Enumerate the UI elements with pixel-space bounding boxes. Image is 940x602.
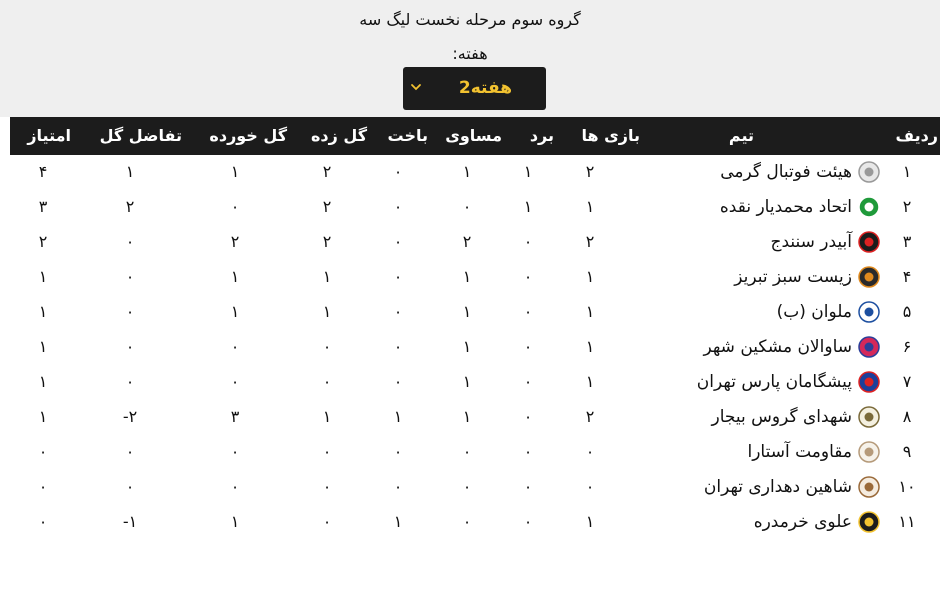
table-row[interactable]	[10, 400, 940, 435]
cell-lost: ۰	[393, 267, 403, 286]
team-name: آبیدر سنندج	[770, 232, 852, 252]
cell-won: ۰	[523, 407, 533, 426]
team-name: پیشگامان پارس تهران	[696, 372, 852, 392]
table-row[interactable]	[10, 505, 940, 540]
cell-gf: ۰	[322, 477, 332, 496]
cell-ga: ۰	[230, 337, 240, 356]
cell-rank: ۱۱	[898, 512, 916, 531]
cell-gd: ۲-	[122, 407, 138, 426]
cell-rank: ۹	[902, 442, 912, 461]
team-name: هیئت فوتبال گرمی	[720, 162, 852, 182]
table-row[interactable]	[10, 330, 940, 365]
cell-gd: ۰	[125, 372, 135, 391]
cell-played: ۲	[585, 232, 595, 251]
team-name: شهدای گروس بیجار	[711, 407, 852, 427]
cell-gf: ۰	[322, 442, 332, 461]
cell-played: ۲	[585, 162, 595, 181]
cell-ga: ۰	[230, 477, 240, 496]
cell-rank: ۳	[902, 232, 912, 251]
cell-gf: ۱	[322, 267, 332, 286]
cell-drawn: ۰	[462, 477, 472, 496]
table-body	[10, 155, 940, 540]
cell-ga: ۱	[230, 162, 240, 181]
cell-won: ۰	[523, 512, 533, 531]
cell-played: ۱	[585, 372, 595, 391]
cell-gd: ۰	[125, 267, 135, 286]
cell-pts: ۰	[38, 512, 48, 531]
cell-gd: ۱	[125, 162, 135, 181]
cell-won: ۰	[523, 477, 533, 496]
team-cell[interactable]	[777, 301, 880, 323]
standings-table	[10, 117, 940, 540]
team-cell[interactable]	[720, 161, 880, 183]
team-name: زیست سبز تبریز	[734, 267, 852, 287]
col-played-header: بازی ها	[581, 126, 640, 145]
cell-lost: ۱	[393, 512, 403, 531]
cell-gf: ۲	[322, 197, 332, 216]
team-name: اتحاد محمدیار نقده	[719, 197, 852, 217]
cell-gf: ۰	[322, 512, 332, 531]
cell-pts: ۱	[38, 302, 48, 321]
cell-pts: ۳	[38, 197, 48, 216]
cell-ga: ۱	[230, 302, 240, 321]
cell-played: ۰	[585, 442, 595, 461]
shield-icon	[858, 161, 880, 183]
page-header	[0, 0, 940, 117]
cell-drawn: ۱	[462, 162, 472, 181]
cell-drawn: ۱	[462, 372, 472, 391]
cell-gf: ۱	[322, 407, 332, 426]
cell-ga: ۱	[230, 512, 240, 531]
cell-rank: ۶	[902, 337, 912, 356]
cell-won: ۰	[523, 337, 533, 356]
cell-ga: ۰	[230, 442, 240, 461]
anchor-crest-icon	[858, 301, 880, 323]
cell-drawn: ۱	[462, 407, 472, 426]
team-name: ساوالان مشکین شهر	[703, 337, 852, 357]
table-row[interactable]	[10, 225, 940, 260]
cell-lost: ۰	[393, 442, 403, 461]
cell-rank: ۴	[902, 267, 912, 286]
table-row[interactable]	[10, 435, 940, 470]
cell-drawn: ۰	[462, 512, 472, 531]
eagle-emblem-icon	[858, 476, 880, 498]
table-row[interactable]	[10, 470, 940, 505]
table-row[interactable]	[10, 365, 940, 400]
cell-rank: ۱۰	[898, 477, 916, 496]
cell-gd: ۰	[125, 442, 135, 461]
team-name: علوی خرمدره	[753, 512, 852, 532]
cell-lost: ۰	[393, 372, 403, 391]
red-blue-shield-icon	[858, 371, 880, 393]
cell-gf: ۱	[322, 302, 332, 321]
tiger-crest-icon	[858, 266, 880, 288]
cell-won: ۰	[523, 442, 533, 461]
cell-lost: ۰	[393, 162, 403, 181]
cell-gd: ۰	[125, 232, 135, 251]
cell-ga: ۰	[230, 372, 240, 391]
col-ga-header: گل خورده	[209, 126, 287, 145]
team-cell[interactable]	[734, 266, 880, 288]
cell-won: ۰	[523, 372, 533, 391]
col-lost-header: باخت	[387, 126, 428, 145]
pale-emblem-icon	[858, 441, 880, 463]
week-select-value: هفته2	[458, 78, 512, 98]
page-title: گروه سوم مرحله نخست لیگ سه	[359, 10, 581, 29]
cell-lost: ۰	[393, 197, 403, 216]
cell-played: ۱	[585, 302, 595, 321]
cell-lost: ۰	[393, 232, 403, 251]
cell-drawn: ۰	[462, 197, 472, 216]
cell-played: ۰	[585, 477, 595, 496]
team-cell[interactable]	[770, 231, 880, 253]
col-pts-header: امتیاز	[27, 126, 71, 145]
cell-gd: ۰	[125, 337, 135, 356]
round-emblem-icon	[858, 406, 880, 428]
cell-played: ۲	[585, 407, 595, 426]
cell-lost: ۰	[393, 477, 403, 496]
cell-won: ۰	[523, 232, 533, 251]
table-row[interactable]	[10, 190, 940, 225]
team-cell[interactable]	[697, 371, 880, 393]
col-team-header: تیم	[728, 126, 754, 145]
cell-gd: ۲	[125, 197, 135, 216]
table-header	[10, 117, 940, 155]
col-rank-header: ردیف	[895, 126, 938, 145]
team-cell[interactable]	[720, 196, 880, 218]
chevron-down-icon	[409, 80, 423, 94]
cell-rank: ۱	[902, 162, 912, 181]
cell-won: ۰	[523, 302, 533, 321]
cell-gd: ۱-	[122, 512, 138, 531]
cell-won: ۱	[523, 162, 533, 181]
team-name: ملوان (ب)	[776, 302, 852, 322]
cell-drawn: ۱	[462, 267, 472, 286]
team-cell[interactable]	[754, 511, 880, 533]
col-gf-header: گل زده	[310, 126, 367, 145]
cell-played: ۱	[585, 197, 595, 216]
cell-rank: ۵	[902, 302, 912, 321]
cell-pts: ۱	[38, 337, 48, 356]
team-name: شاهین دهداری تهران	[703, 477, 852, 497]
col-gd-header: تفاضل گل	[99, 126, 182, 145]
cell-pts: ۰	[38, 477, 48, 496]
cell-ga: ۱	[230, 267, 240, 286]
cell-ga: ۰	[230, 197, 240, 216]
cell-drawn: ۱	[462, 337, 472, 356]
cell-pts: ۰	[38, 442, 48, 461]
cell-rank: ۸	[902, 407, 912, 426]
green-crest-icon	[858, 196, 880, 218]
cell-won: ۰	[523, 267, 533, 286]
week-select[interactable]	[403, 67, 546, 110]
cell-gd: ۰	[125, 477, 135, 496]
cell-lost: ۱	[393, 407, 403, 426]
cell-drawn: ۱	[462, 302, 472, 321]
week-label: هفته:	[452, 44, 488, 63]
cell-drawn: ۰	[462, 442, 472, 461]
table-row[interactable]	[10, 260, 940, 295]
cell-gd: ۰	[125, 302, 135, 321]
team-cell[interactable]	[704, 476, 880, 498]
team-cell[interactable]	[703, 336, 880, 358]
table-row[interactable]	[10, 155, 940, 190]
cell-gf: ۰	[322, 372, 332, 391]
cell-drawn: ۲	[462, 232, 472, 251]
cell-gf: ۲	[322, 232, 332, 251]
cell-pts: ۱	[38, 372, 48, 391]
team-name: مقاومت آستارا	[747, 442, 852, 462]
cell-pts: ۱	[38, 407, 48, 426]
cell-pts: ۲	[38, 232, 48, 251]
cell-ga: ۳	[230, 407, 240, 426]
cell-lost: ۰	[393, 302, 403, 321]
cell-gf: ۲	[322, 162, 332, 181]
cell-played: ۱	[585, 267, 595, 286]
col-drawn-header: مساوی	[445, 126, 502, 145]
table-row[interactable]	[10, 295, 940, 330]
cell-pts: ۱	[38, 267, 48, 286]
pink-crest-icon	[858, 336, 880, 358]
cell-played: ۱	[585, 337, 595, 356]
cell-lost: ۰	[393, 337, 403, 356]
team-cell[interactable]	[712, 406, 881, 428]
team-cell[interactable]	[747, 441, 880, 463]
cell-won: ۱	[523, 197, 533, 216]
red-crest-icon	[858, 231, 880, 253]
cell-rank: ۲	[902, 197, 912, 216]
cell-gf: ۰	[322, 337, 332, 356]
cell-ga: ۲	[230, 232, 240, 251]
cell-rank: ۷	[902, 372, 912, 391]
cell-pts: ۴	[38, 162, 48, 181]
yellow-crest-icon	[858, 511, 880, 533]
col-won-header: برد	[529, 126, 554, 145]
cell-played: ۱	[585, 512, 595, 531]
